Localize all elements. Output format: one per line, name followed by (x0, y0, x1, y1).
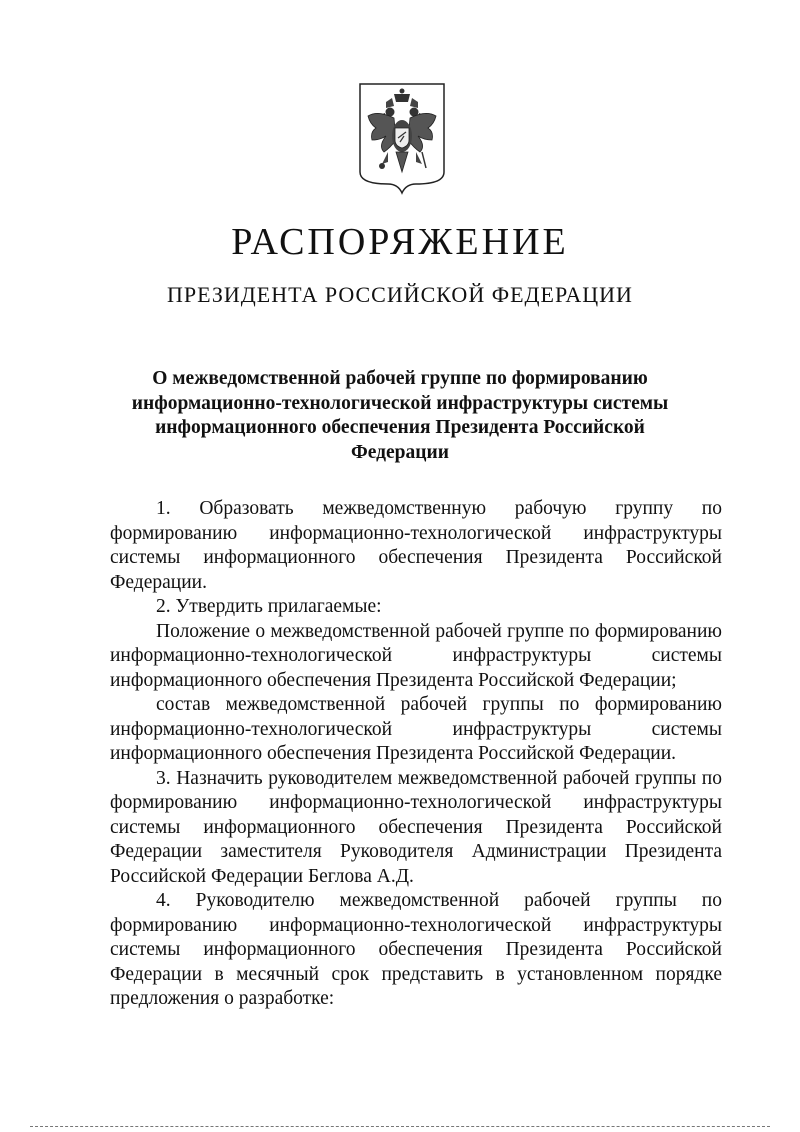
page-bottom-divider (30, 1126, 770, 1127)
document-body (110, 497, 722, 1012)
document-heading: О межведомственной рабочей группе по формированию информационно-технологической инфраструктуры системы информационного обеспечения Президента Российской Федерации (131, 368, 669, 463)
document-title: РАСПОРЯЖЕНИЕ (231, 221, 569, 263)
document-subtitle: ПРЕЗИДЕНТА РОССИЙСКОЙ ФЕДЕРАЦИИ (167, 282, 633, 307)
coat-of-arms-icon (356, 80, 448, 196)
paragraph: 3. Назначить руководителем межведомственной рабочей группы по формированию информационно-технологической инфраструктуры системы информационного обеспечения Президента Российской Федерации заместителя Руководителя Администрации Президента Российской Федерации Беглова А.Д. (110, 767, 722, 887)
paragraph: 2. Утвердить прилагаемые: (156, 596, 382, 617)
paragraph: 1. Образовать межведомственную рабочую группу по формированию информационно-технологической инфраструктуры системы информационного обеспечения Президента Российской Федерации. (110, 498, 722, 593)
paragraph: состав межведомственной рабочей группы по формированию информационно-технологической инфраструктуры системы информационного обеспечения Президента Российской Федерации. (110, 694, 722, 764)
paragraph: Положение о межведомственной рабочей группе по формированию информационно-технологической инфраструктуры системы информационного обеспечения Президента Российской Федерации; (110, 620, 722, 691)
paragraph: 4. Руководителю межведомственной рабочей группы по формированию информационно-технологической инфраструктуры системы информационного обеспечения Президента Российской Федерации в месячный срок представить в установленном порядке предложения о разработке: (110, 890, 722, 1009)
